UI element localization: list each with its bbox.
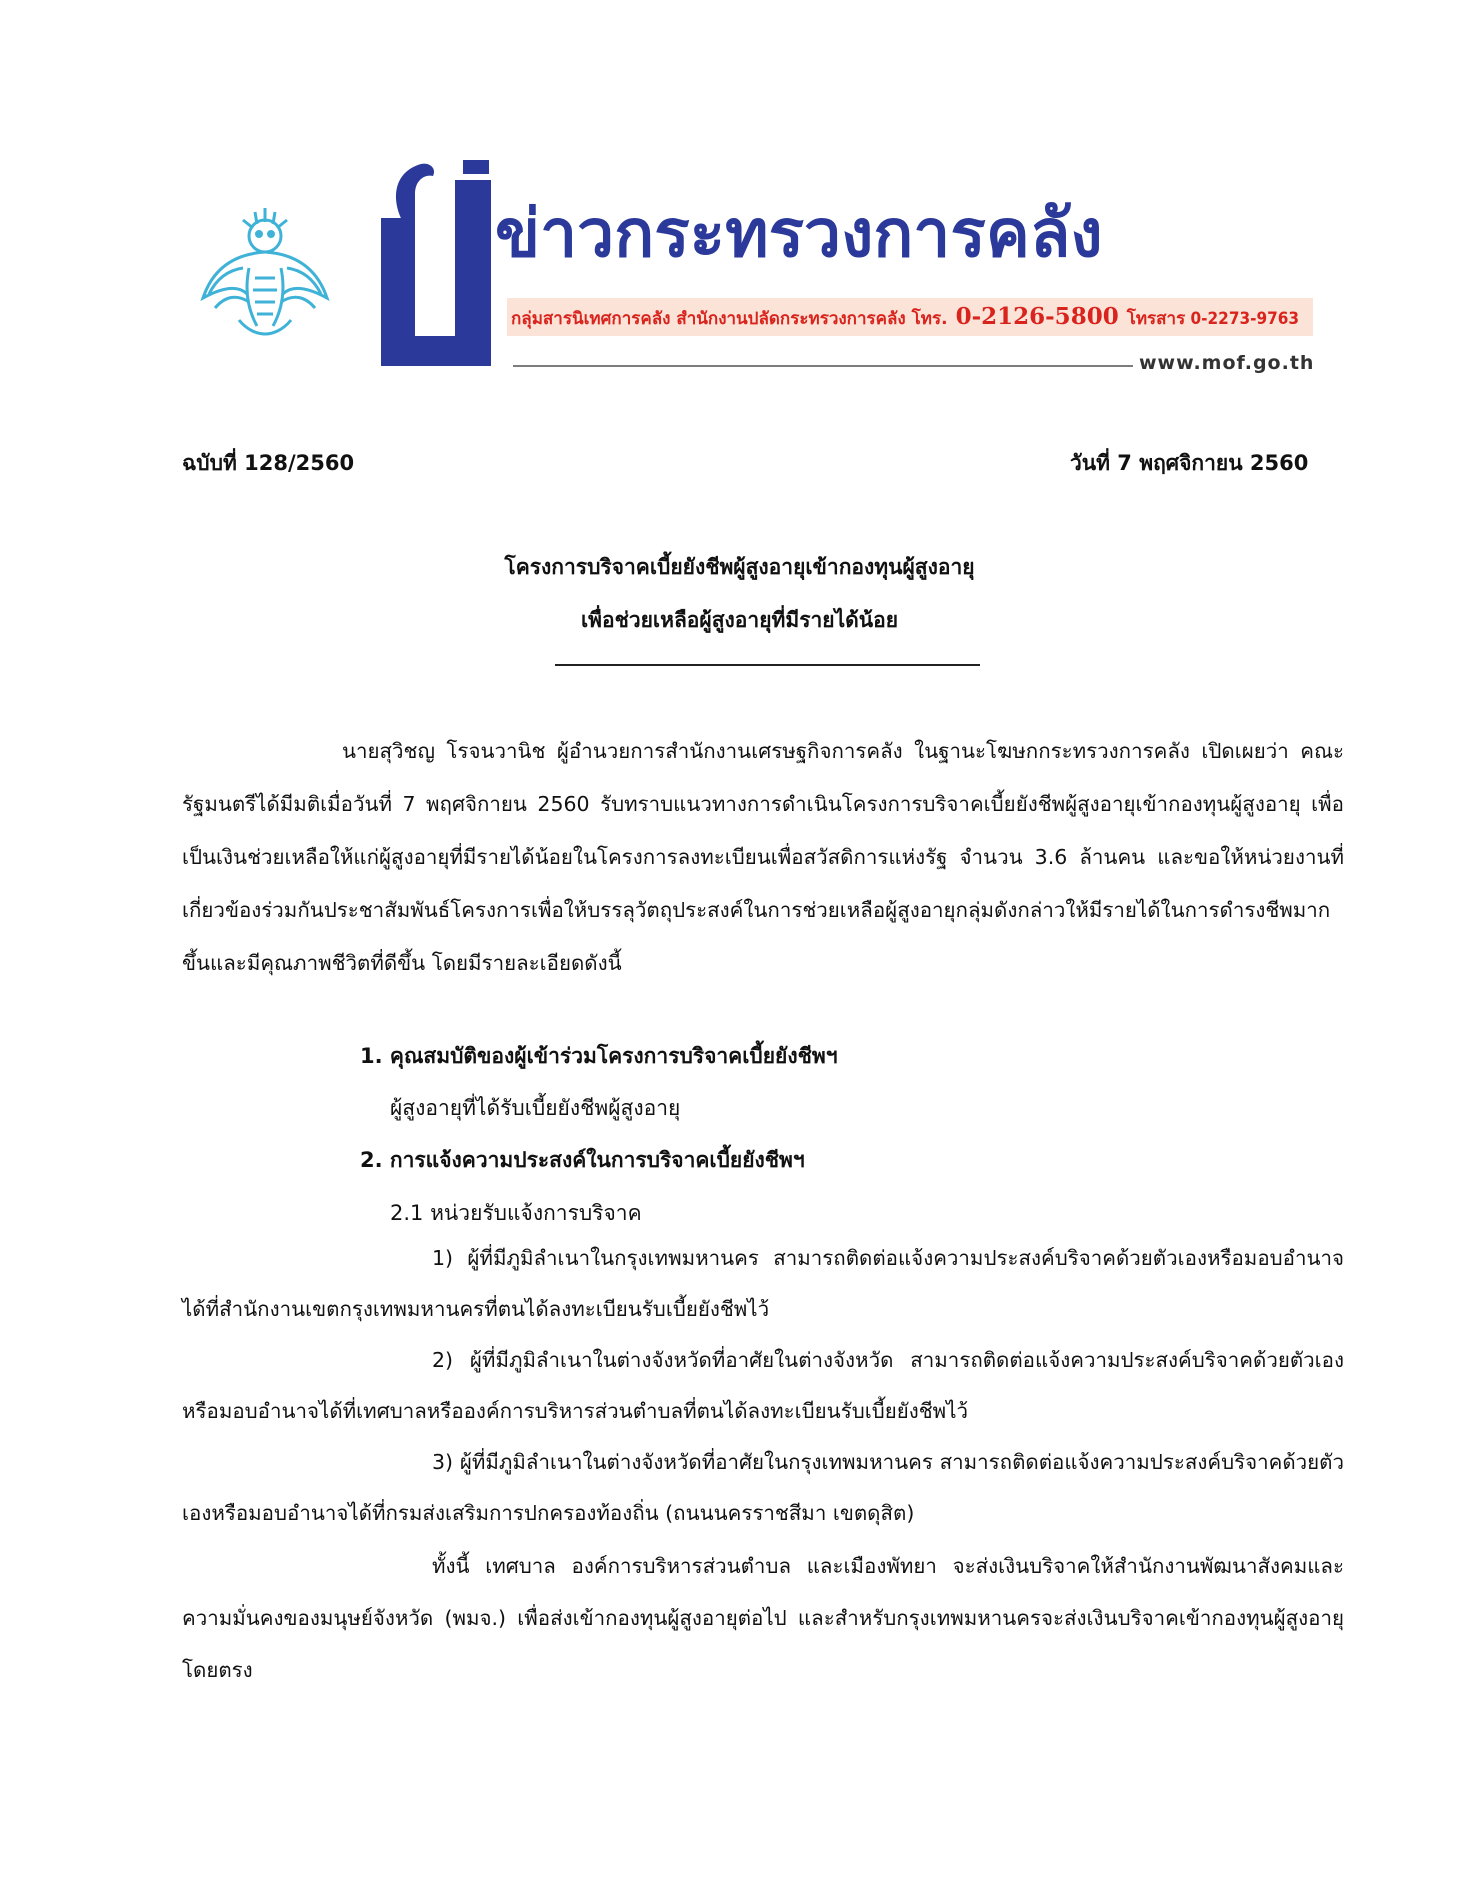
subsection-2-1-item-1: 1) ผู้ที่มีภูมิลำเนาในกรุงเทพมหานคร สามารถติดต่อแจ้งความประสงค์บริจาคด้วยตัวเองหรือมอบอำนาจได้ที่สำนักงานเขตกรุงเทพมหานครที่ตนได้ลงทะเบียนรับเบี้ยยังชีพไว้ bbox=[182, 1246, 1344, 1321]
subsection-2-1-item-3: 3) ผู้ที่มีภูมิลำเนาในต่างจังหวัดที่อาศัยในกรุงเทพมหานคร สามารถติดต่อแจ้งความประสงค์บริจาคด้วยตัวเองหรือมอบอำนาจได้ที่กรมส่งเสริมการปกครองท้องถิ่น (ถนนนครราชสีมา เขตดุสิต) bbox=[182, 1450, 1344, 1525]
masthead-org: กลุ่มสารนิเทศการคลัง สำนักงานปลัดกระทรวงการคลัง โทร. bbox=[511, 309, 948, 329]
issue-number: ฉบับที่ 128/2560 bbox=[182, 451, 355, 475]
section-1-heading: 1. คุณสมบัติของผู้เข้าร่วมโครงการบริจาคเบี้ยยังชีพฯ bbox=[360, 1044, 838, 1068]
intro-paragraph: นายสุวิชญ โรจนวานิช ผู้อำนวยการสำนักงานเศรษฐกิจการคลัง ในฐานะโฆษกกระทรวงการคลัง เปิดเผยว่า คณะรัฐมนตรีได้มีมติเมื่อวันที่ 7 พฤศจิกายน 2560 รับทราบแนวทางการดำเนินโครงการบริจาคเบี้ยยังชีพผู้สูงอายุเข้ากองทุนผู้สูงอายุ เพื่อเป็นเงินช่วยเหลือให้แก่ผู้สูงอายุที่มีรายได้น้อยในโครงการลงทะเบียนเพื่อสวัสดิการแห่งรัฐ จำนวน 3.6 ล้านคน และขอให้หน่วยงานที่เกี่ยวข้องร่วมกันประชาสัมพันธ์โครงการเพื่อให้บรรลุวัตถุประสงค์ในการช่วยเหลือผู้สูงอายุกลุ่มดังกล่าวให้มีรายได้ในการดำรงชีพมากขึ้นและมีคุณภาพชีวิตที่ดีขึ้น โดยมีรายละเอียดดังนี้ bbox=[182, 739, 1344, 975]
subsection-2-1-heading: 2.1 หน่วยรับแจ้งการบริจาค bbox=[390, 1201, 642, 1225]
masthead-title: ข่าวกระทรวงการคลัง bbox=[495, 195, 1103, 272]
subsection-2-1-note: ทั้งนี้ เทศบาล องค์การบริหารส่วนตำบล และเมืองพัทยา จะส่งเงินบริจาคให้สำนักงานพัฒนาสังคมและความมั่นคงของมนุษย์จังหวัด (พมจ.) เพื่อส่งเข้ากองทุนผู้สูงอายุต่อไป และสำหรับกรุงเทพมหานครจะส่งเงินบริจาคเข้ากองทุนผู้สูงอายุโดยตรง bbox=[182, 1554, 1344, 1682]
subsection-2-1-item-2: 2) ผู้ที่มีภูมิลำเนาในต่างจังหวัดที่อาศัยในต่างจังหวัด สามารถติดต่อแจ้งความประสงค์บริจาคด้วยตัวเองหรือมอบอำนาจได้ที่เทศบาลหรือองค์การบริหารส่วนตำบลที่ตนได้ลงทะเบียนรับเบี้ยยังชีพไว้ bbox=[182, 1348, 1344, 1423]
masthead-divider bbox=[513, 365, 1133, 367]
brand-initial-glyph bbox=[373, 160, 499, 366]
masthead-url[interactable]: www.mof.go.th bbox=[1139, 352, 1315, 374]
document-title-line-2: เพื่อช่วยเหลือผู้สูงอายุที่มีรายได้น้อย bbox=[580, 608, 899, 632]
masthead-contact-bar bbox=[507, 298, 1313, 336]
section-2-heading: 2. การแจ้งความประสงค์ในการบริจาคเบี้ยยังชีพฯ bbox=[360, 1148, 805, 1172]
issue-date: วันที่ 7 พฤศจิกายน 2560 bbox=[1070, 451, 1309, 475]
section-1-text: ผู้สูงอายุที่ได้รับเบี้ยยังชีพผู้สูงอายุ bbox=[390, 1096, 681, 1120]
masthead-fax: โทรสาร 0-2273-9763 bbox=[1126, 309, 1300, 329]
garuda-seal-logo bbox=[195, 198, 335, 338]
document-title-line-1: โครงการบริจาคเบี้ยยังชีพผู้สูงอายุเข้ากองทุนผู้สูงอายุ bbox=[504, 555, 975, 579]
masthead bbox=[195, 160, 1325, 380]
masthead-phone: 0-2126-5800 bbox=[955, 303, 1119, 330]
title-divider bbox=[555, 664, 980, 666]
